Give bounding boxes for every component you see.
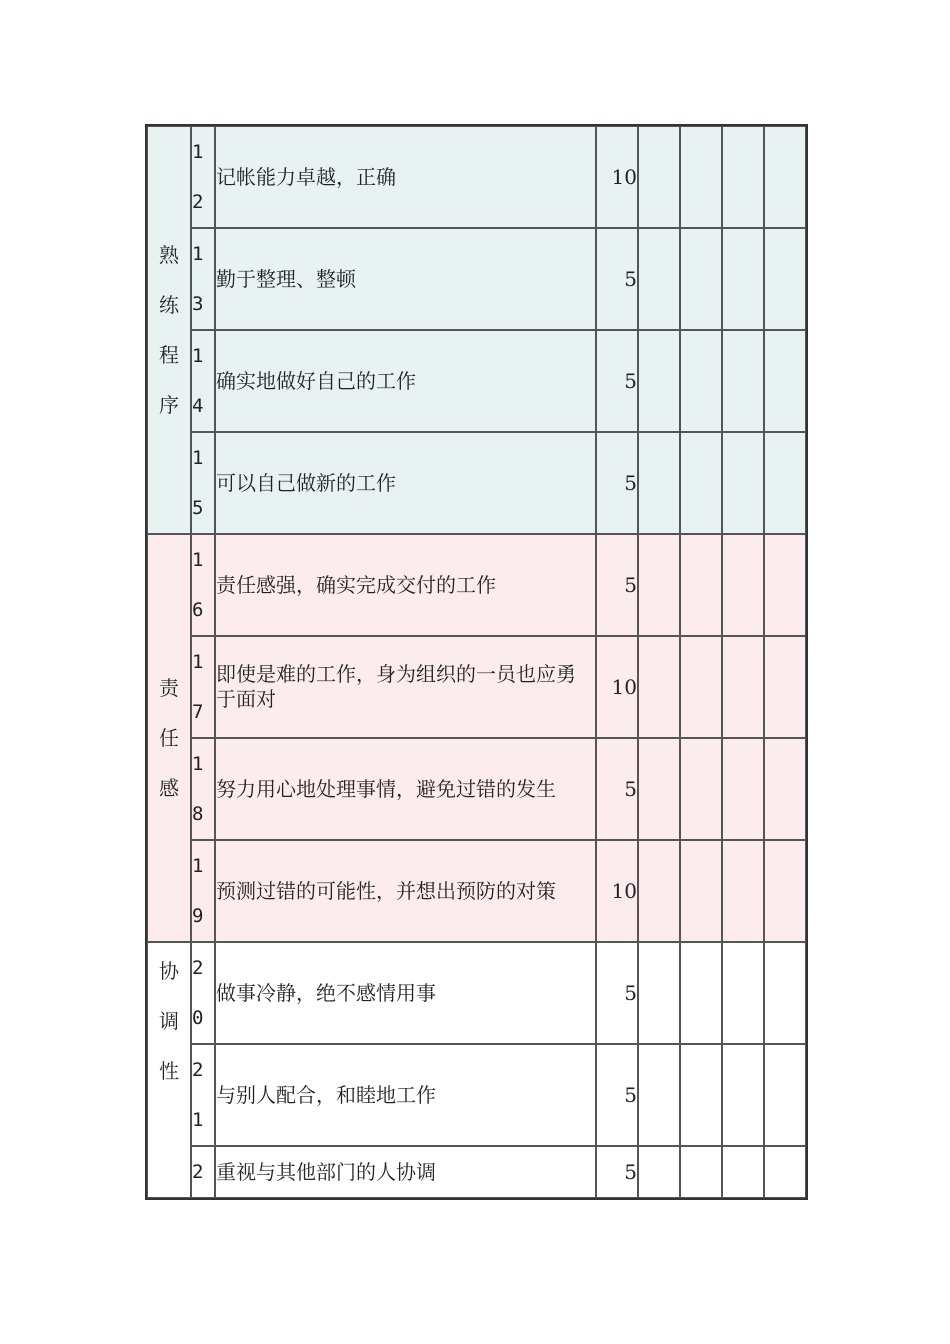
rating-cell[interactable]	[722, 432, 764, 534]
item-number: 19	[191, 840, 215, 942]
item-number: 17	[191, 636, 215, 738]
rating-cell[interactable]	[764, 738, 806, 840]
rating-cell[interactable]	[722, 942, 764, 1044]
item-number: 12	[191, 126, 215, 228]
table-row	[147, 840, 806, 942]
rating-cell[interactable]	[680, 126, 722, 228]
rating-cell[interactable]	[764, 636, 806, 738]
rating-cell[interactable]	[764, 228, 806, 330]
rating-cell[interactable]	[638, 738, 680, 840]
rating-cell[interactable]	[680, 636, 722, 738]
rating-cell[interactable]	[638, 432, 680, 534]
item-description: 即使是难的工作，身为组织的一员也应勇于面对	[215, 636, 596, 738]
table-row	[147, 228, 806, 330]
item-description: 责任感强，确实完成交付的工作	[215, 534, 596, 636]
item-description: 可以自己做新的工作	[215, 432, 596, 534]
rating-cell[interactable]	[722, 636, 764, 738]
rating-cell[interactable]	[680, 738, 722, 840]
rating-cell[interactable]	[638, 1146, 680, 1198]
item-score: 5	[596, 228, 638, 330]
rating-cell[interactable]	[722, 840, 764, 942]
rating-cell[interactable]	[722, 126, 764, 228]
item-description: 做事冷静，绝不感情用事	[215, 942, 596, 1044]
rating-cell[interactable]	[722, 534, 764, 636]
item-description: 重视与其他部门的人协调	[215, 1146, 596, 1198]
rating-cell[interactable]	[680, 942, 722, 1044]
item-description: 勤于整理、整顿	[215, 228, 596, 330]
rating-cell[interactable]	[764, 330, 806, 432]
rating-cell[interactable]	[764, 942, 806, 1044]
rating-cell[interactable]	[680, 228, 722, 330]
rating-cell[interactable]	[680, 840, 722, 942]
item-number: 20	[191, 942, 215, 1044]
item-score: 10	[596, 840, 638, 942]
rating-cell[interactable]	[764, 1146, 806, 1198]
item-description: 预测过错的可能性，并想出预防的对策	[215, 840, 596, 942]
rating-cell[interactable]	[722, 1044, 764, 1146]
item-number: 15	[191, 432, 215, 534]
item-number: 13	[191, 228, 215, 330]
rating-cell[interactable]	[638, 330, 680, 432]
rating-cell[interactable]	[680, 432, 722, 534]
item-number: 21	[191, 1044, 215, 1146]
item-score: 5	[596, 942, 638, 1044]
rating-cell[interactable]	[722, 330, 764, 432]
rating-cell[interactable]	[764, 534, 806, 636]
rating-cell[interactable]	[764, 1044, 806, 1146]
item-number: 2	[191, 1146, 215, 1198]
rating-cell[interactable]	[680, 534, 722, 636]
rating-cell[interactable]	[764, 432, 806, 534]
item-score: 5	[596, 738, 638, 840]
evaluation-table	[145, 124, 808, 1200]
item-description: 与别人配合，和睦地工作	[215, 1044, 596, 1146]
table-row	[147, 636, 806, 738]
category-cell: 熟练程序	[147, 126, 191, 534]
item-description: 确实地做好自己的工作	[215, 330, 596, 432]
rating-cell[interactable]	[638, 534, 680, 636]
rating-cell[interactable]	[764, 126, 806, 228]
table-row	[147, 942, 806, 1044]
rating-cell[interactable]	[722, 738, 764, 840]
rating-cell[interactable]	[638, 1044, 680, 1146]
item-number: 14	[191, 330, 215, 432]
table-row	[147, 1044, 806, 1146]
item-score: 10	[596, 636, 638, 738]
rating-cell[interactable]	[680, 1044, 722, 1146]
rating-cell[interactable]	[638, 228, 680, 330]
rating-cell[interactable]	[722, 228, 764, 330]
item-score: 5	[596, 1044, 638, 1146]
item-score: 10	[596, 126, 638, 228]
item-score: 5	[596, 432, 638, 534]
category-cell: 责任感	[147, 534, 191, 942]
rating-cell[interactable]	[680, 330, 722, 432]
item-score: 5	[596, 534, 638, 636]
item-number: 16	[191, 534, 215, 636]
item-description: 记帐能力卓越，正确	[215, 126, 596, 228]
rating-cell[interactable]	[638, 942, 680, 1044]
table-row	[147, 126, 806, 228]
category-cell: 协调性	[147, 942, 191, 1198]
rating-cell[interactable]	[764, 840, 806, 942]
item-score: 5	[596, 330, 638, 432]
item-number: 18	[191, 738, 215, 840]
table-row	[147, 330, 806, 432]
rating-cell[interactable]	[680, 1146, 722, 1198]
table-row	[147, 738, 806, 840]
table-row	[147, 534, 806, 636]
rating-cell[interactable]	[722, 1146, 764, 1198]
item-score: 5	[596, 1146, 638, 1198]
rating-cell[interactable]	[638, 636, 680, 738]
table-row	[147, 1146, 806, 1198]
rating-cell[interactable]	[638, 840, 680, 942]
rating-cell[interactable]	[638, 126, 680, 228]
table-row	[147, 432, 806, 534]
item-description: 努力用心地处理事情，避免过错的发生	[215, 738, 596, 840]
